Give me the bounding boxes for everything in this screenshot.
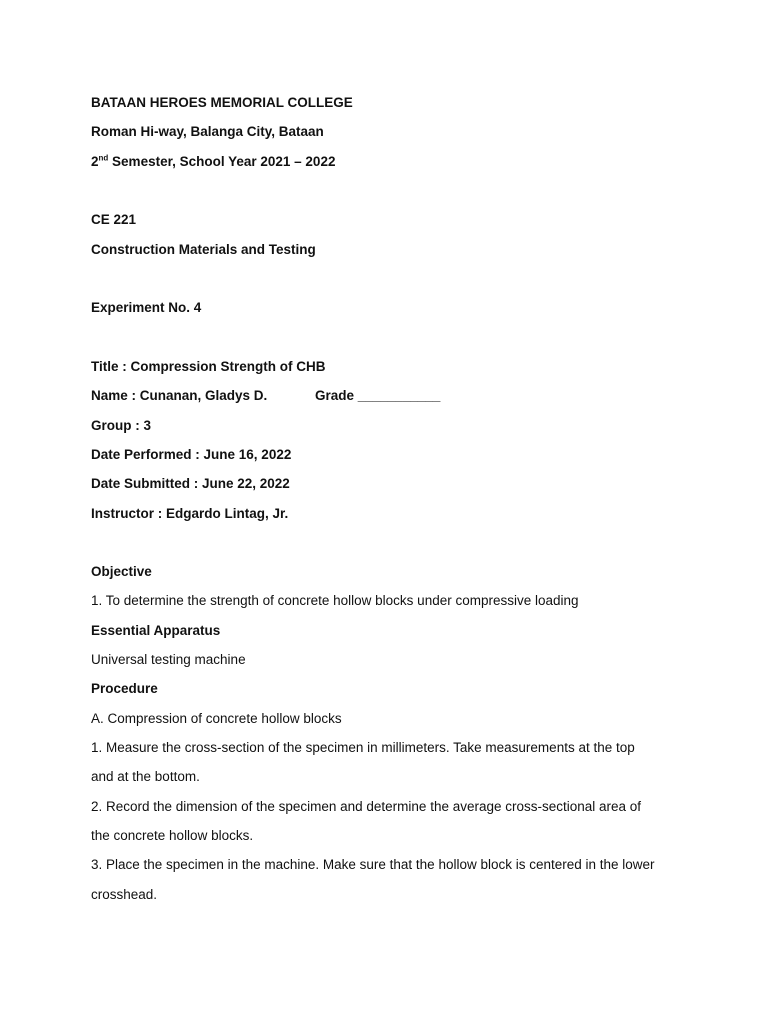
group-number: Group : 3: [91, 418, 151, 433]
semester-line: [91, 153, 335, 171]
grade-field: Grade ___________: [315, 388, 441, 403]
semester-text: Semester, School Year 2021 – 2022: [108, 154, 336, 169]
apparatus-text: Universal testing machine: [91, 652, 246, 667]
course-code: CE 221: [91, 212, 137, 227]
semester-ordinal-suffix: nd: [98, 153, 109, 163]
student-name: Name : Cunanan, Gladys D.: [91, 388, 268, 403]
course-title: Construction Materials and Testing: [91, 242, 316, 257]
report-title: Title : Compression Strength of CHB: [91, 359, 326, 374]
procedure-line: 1. Measure the cross-section of the specimen in millimeters. Take measurements at the top: [91, 740, 635, 755]
procedure-line: 2. Record the dimension of the specimen and determine the average cross-sectional area of: [91, 799, 642, 814]
date-submitted: Date Submitted : June 22, 2022: [91, 476, 290, 491]
college-name: BATAAN HEROES MEMORIAL COLLEGE: [91, 95, 353, 110]
procedure-heading: Procedure: [91, 681, 158, 696]
college-address: Roman Hi-way, Balanga City, Bataan: [91, 124, 324, 139]
procedure-subheading: A. Compression of concrete hollow blocks: [91, 711, 342, 726]
procedure-line: crosshead.: [91, 887, 158, 902]
instructor: Instructor : Edgardo Lintag, Jr.: [91, 506, 289, 521]
semester-number: 2: [91, 154, 99, 169]
objective-item: 1. To determine the strength of concrete hollow blocks under compressive loading: [91, 593, 579, 608]
objective-heading: Objective: [91, 564, 152, 579]
date-performed: Date Performed : June 16, 2022: [91, 447, 292, 462]
experiment-number: Experiment No. 4: [91, 300, 202, 315]
apparatus-heading: Essential Apparatus: [91, 623, 221, 638]
procedure-line: and at the bottom.: [91, 769, 200, 784]
name-grade-line: [91, 387, 491, 405]
procedure-line: 3. Place the specimen in the machine. Make sure that the hollow block is centered in the lower: [91, 857, 655, 872]
procedure-line: the concrete hollow blocks.: [91, 828, 254, 843]
